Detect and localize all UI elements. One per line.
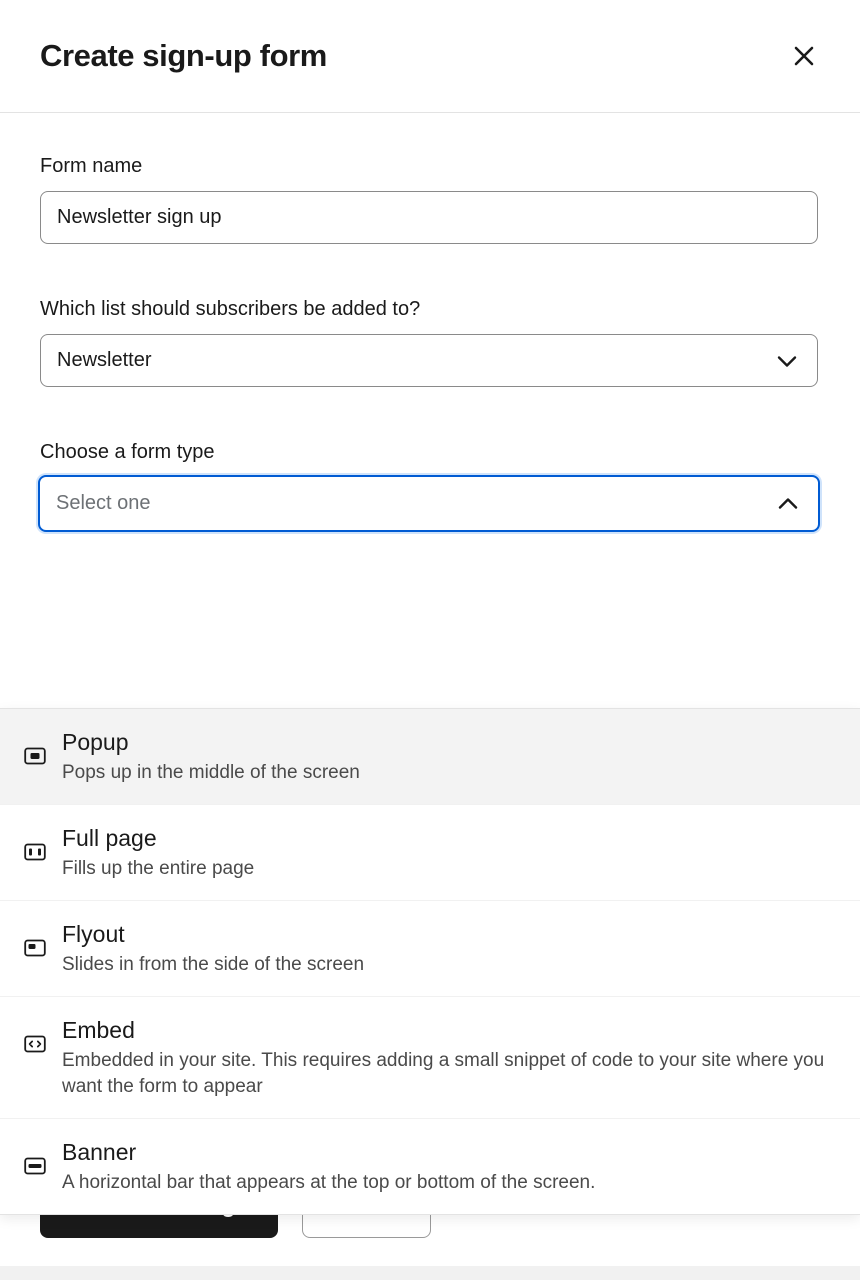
option-title: Flyout [62,921,125,947]
subscriber-list-field-group [40,296,820,387]
form-type-select-wrap [40,475,818,532]
option-title: Popup [62,729,129,755]
close-icon [789,41,819,71]
subscriber-list-value: Newsletter [57,349,152,371]
form-type-label: Choose a form type [40,441,215,463]
form-type-value: Select one [56,492,151,514]
form-type-option-flyout[interactable] [0,901,860,997]
popup-icon [24,727,58,767]
form-type-dropdown [0,708,860,1215]
subscriber-list-label: Which list should subscribers be added to? [40,298,421,320]
form-type-option-full-page[interactable] [0,805,860,901]
flyout-icon [24,919,58,959]
embed-code-icon [24,1015,58,1055]
option-title: Banner [62,1139,137,1165]
form-type-option-popup[interactable] [0,709,860,805]
page-title: Create sign-up form [40,38,327,73]
option-description: Fills up the entire page [62,858,255,879]
form-name-input[interactable] [40,191,818,244]
option-description: A horizontal bar that appears at the top or bottom of the screen. [62,1172,596,1193]
form-name-field-group [40,153,820,244]
chevron-up-icon [774,490,802,518]
form-type-option-banner[interactable] [0,1119,860,1214]
option-title: Full page [62,825,157,851]
form-type-option-embed[interactable] [0,997,860,1119]
subscriber-list-select[interactable] [40,334,818,387]
modal-body [0,113,860,1193]
option-title: Embed [62,1017,135,1043]
modal-header [0,0,860,113]
banner-icon [24,1137,58,1177]
chevron-down-icon [773,347,801,375]
form-name-label: Form name [40,155,143,177]
form-type-select[interactable] [38,475,820,532]
option-description: Slides in from the side of the screen [62,954,365,975]
bottom-strip [0,1266,860,1280]
subscriber-list-select-wrap [40,334,818,387]
form-type-field-group [40,439,820,532]
option-description: Pops up in the middle of the screen [62,762,360,783]
full-page-icon [24,823,58,863]
close-button[interactable] [782,34,826,78]
option-description: Embedded in your site. This requires adding a small snippet of code to your site where you want the form to appear [62,1050,825,1097]
